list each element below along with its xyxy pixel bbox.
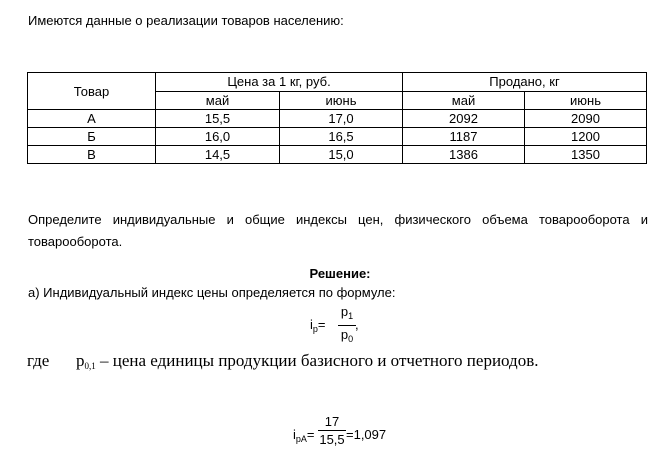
formula-comma: , xyxy=(355,317,359,332)
header-month: май xyxy=(156,91,280,110)
formula-equals: = xyxy=(306,427,315,442)
fraction-bar xyxy=(338,325,356,326)
table-cell: В xyxy=(28,146,156,164)
table-cell: 16,0 xyxy=(156,128,280,146)
formula-subscript: p xyxy=(312,324,318,334)
where-symbol: p xyxy=(76,351,85,370)
table-row xyxy=(28,128,647,146)
sales-table xyxy=(27,72,647,164)
table-cell: 2090 xyxy=(525,110,647,128)
where-rest: – цена единицы продукции базисного и отчетного периодов. xyxy=(95,351,539,370)
formula-symbol: i xyxy=(310,317,313,332)
intro-text: Имеются данные о реализации товаров населению: xyxy=(28,13,344,28)
formula-symbol: i xyxy=(293,427,296,442)
fraction-bar xyxy=(318,430,346,431)
solution-part-a: а) Индивидуальный индекс цены определяется по формуле: xyxy=(28,285,396,300)
table-cell: Б xyxy=(28,128,156,146)
table-cell: 15,5 xyxy=(156,110,280,128)
table-cell: 1200 xyxy=(525,128,647,146)
formula-equals: = xyxy=(317,317,326,332)
table-row xyxy=(28,146,647,164)
example-fraction xyxy=(318,414,346,447)
price-index-fraction xyxy=(338,304,356,347)
formula-subscript: pA xyxy=(295,434,307,444)
fraction-numerator: $p_1$ xyxy=(340,304,354,321)
header-month: июнь xyxy=(525,91,647,110)
example-lhs xyxy=(293,427,315,444)
header-price: Цена за 1 кг, руб. xyxy=(156,73,403,92)
table-cell: 15,0 xyxy=(280,146,403,164)
table-header-row xyxy=(28,73,647,92)
table-cell: А xyxy=(28,110,156,128)
table-cell: 14,5 xyxy=(156,146,280,164)
example-result: =1,097 xyxy=(346,427,387,442)
header-month: июнь xyxy=(280,91,403,110)
fraction-denominator: $p_0$ xyxy=(340,327,354,344)
price-index-lhs xyxy=(310,317,326,334)
solution-heading: Решение: xyxy=(309,266,371,281)
table-cell: 1386 xyxy=(403,146,525,164)
header-sold: Продано, кг xyxy=(403,73,647,92)
table-cell: 2092 xyxy=(403,110,525,128)
table-cell: 1350 xyxy=(525,146,647,164)
fraction-denominator: 15,5 xyxy=(319,432,345,447)
table-cell: 17,0 xyxy=(280,110,403,128)
table-cell: 1187 xyxy=(403,128,525,146)
header-product: Товар xyxy=(28,73,156,110)
where-explanation xyxy=(76,351,538,371)
where-word: где xyxy=(27,351,50,370)
table-row xyxy=(28,110,647,128)
fraction-numerator: 17 xyxy=(324,414,340,429)
header-month: май xyxy=(403,91,525,110)
table-cell: 16,5 xyxy=(280,128,403,146)
where-subscript: 0,1 xyxy=(84,361,96,371)
task-text: Определите индивидуальные и общие индексы цен, физического объема товарооборота и товарооборота. xyxy=(28,212,648,249)
